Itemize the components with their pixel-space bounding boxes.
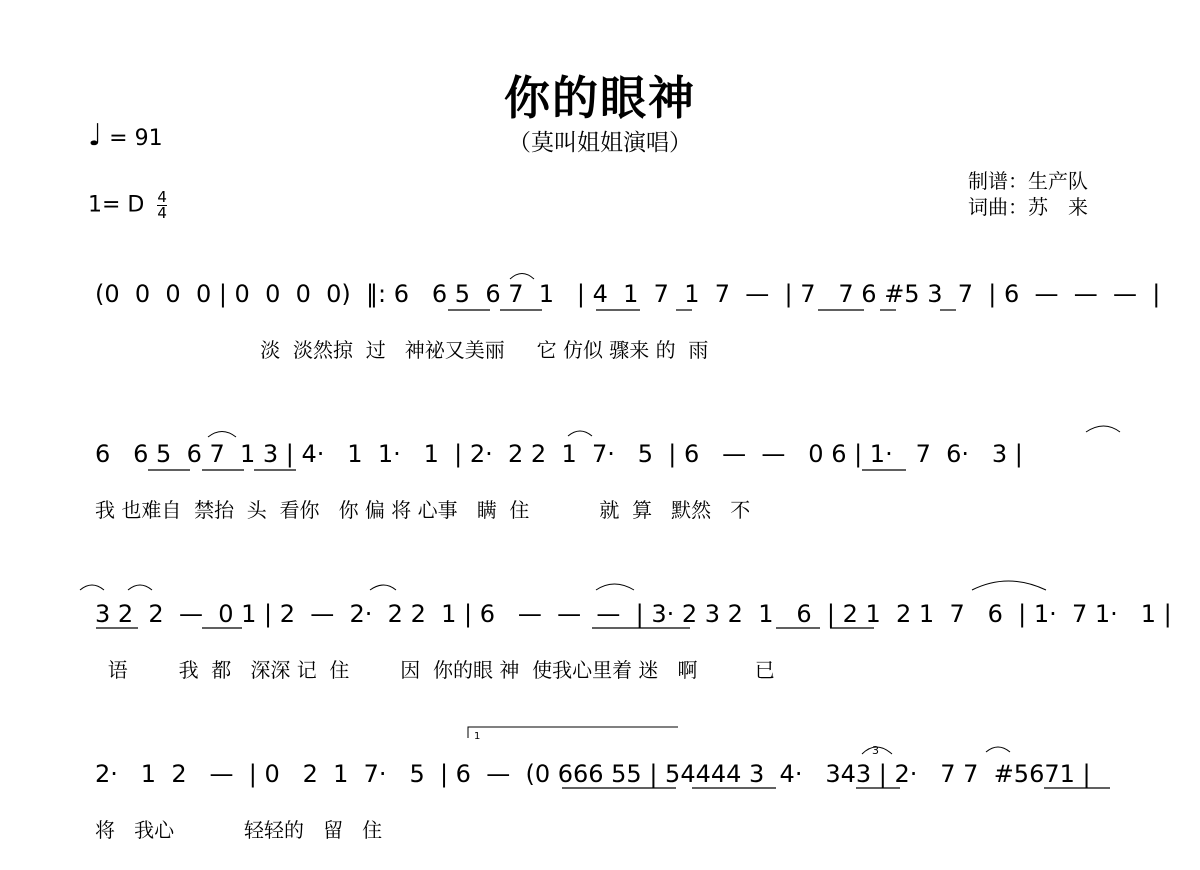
- credit-lyrics: 词曲：苏 来: [968, 195, 1088, 219]
- score-row-1: [0, 280, 1200, 390]
- time-sig-bottom: 4: [157, 204, 167, 222]
- credits: [968, 168, 1088, 220]
- tempo-marking: [88, 118, 163, 153]
- notation-line: 2· 1 2 — | 0 2 1 7· 5 | 6 — (0 666 55 | 54444 3 4· 343 | 2· 7 7 #5671 |: [95, 760, 1091, 788]
- score-row-2: [0, 440, 1200, 550]
- notation-line: 6 6 5 6 7 1 3 | 4· 1 1· 1 | 2· 2 2 1 7· 5 | 6 — — 0 6 | 1· 7 6· 3 |: [95, 440, 1023, 468]
- score-row-3: [0, 600, 1200, 710]
- key-signature: [88, 190, 167, 221]
- triplet-mark: 3: [872, 744, 879, 757]
- song-title: 你的眼神: [504, 71, 696, 125]
- lyrics-line: 淡 淡然掠 过 神祕又美丽 它 仿似 骤来 的 雨: [95, 338, 709, 362]
- notation-line: 3 2 2 — 0 1 | 2 — 2· 2 2 1 | 6 — — — | 3· 2 3 2 1 6 | 2 1 2 1 7 6 | 1· 7 1· 1 |: [95, 600, 1172, 628]
- volta-bracket: [468, 727, 678, 742]
- lyrics-line: 将 我心 轻轻的 留 住: [95, 818, 383, 842]
- quarter-note-icon: ♩: [88, 118, 103, 153]
- time-signature: [157, 190, 167, 221]
- notation-line: (0 0 0 0 | 0 0 0 0) ‖: 6 6 5 6 7 1 | 4 1 7 1 7 — | 7 7 6 #5 3 7 | 6 — — — |: [95, 280, 1161, 308]
- time-sig-top: 4: [157, 188, 167, 206]
- lyrics-line: 我 也难自 禁抬 头 看你 你 偏 将 心事 瞒 住 就 算 默然 不: [95, 498, 751, 522]
- song-subtitle: （莫叫姐姐演唱）: [508, 130, 692, 156]
- tempo-value: = 91: [109, 126, 163, 151]
- lyrics-line: 语 我 都 深深 记 住 因 你的眼 神 使我心里着 迷 啊 已: [95, 658, 775, 682]
- key-label: 1= D: [88, 192, 145, 218]
- credit-notation: 制谱：生产队: [968, 169, 1088, 193]
- volta-number: 1: [474, 731, 481, 742]
- score-row-4: [0, 760, 1200, 870]
